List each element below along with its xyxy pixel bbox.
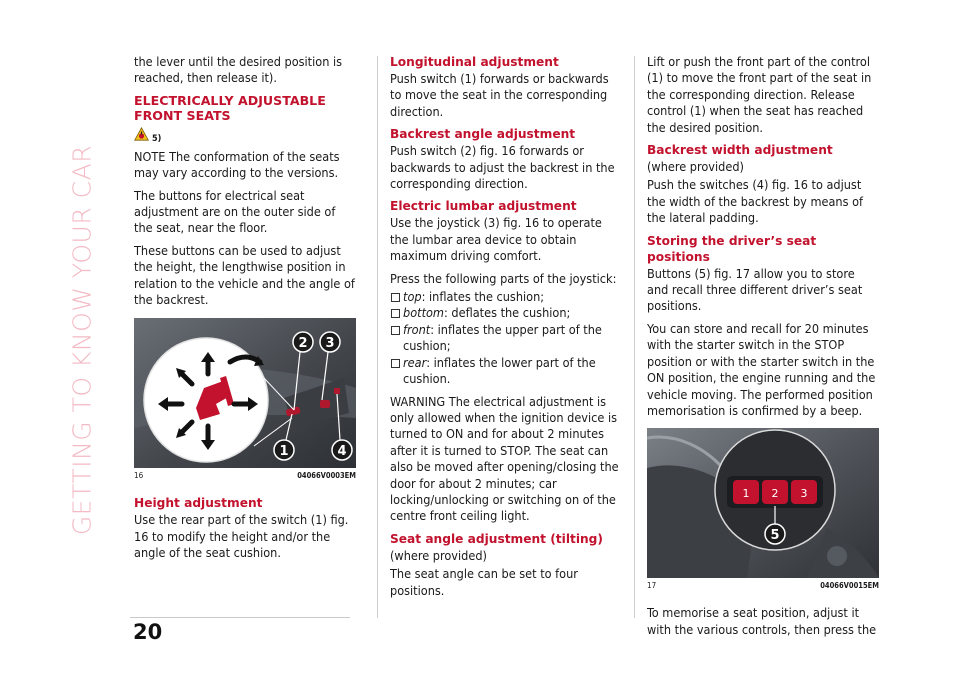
figure-number: 17: [647, 581, 657, 591]
svg-text:3: 3: [325, 336, 335, 352]
backrest-width-text: Push the switches (4) fig. 16 to adjust the width of the backrest by means of the lateral padding.: [647, 177, 863, 226]
svg-text:1: 1: [279, 444, 289, 460]
paragraph: The buttons for electrical seat adjustment are on the outer side of the seat, near the floor.: [134, 187, 336, 236]
figure-code: 04066V0003EM: [297, 471, 356, 481]
intro-text: Lift or push the front part of the control (1) to move the front part of the seat in the corresponding direction. Release control (1) when the seat has reached the desired position.: [647, 54, 872, 135]
chapter-side-title-text: GETTING TO KNOW YOUR CAR: [67, 144, 97, 536]
list-item: bottom: deflates the cushion;: [390, 305, 622, 321]
storing-positions-text: You can store and recall for 20 minutes with the starter switch in the STOP position or with the starter switch in the ON position, the engine running and the vehicle moving. The performed position memorisation is confirmed by a beep.: [647, 320, 876, 418]
storing-positions-heading: Storing the driver’s seat positions: [647, 233, 817, 264]
backrest-width-note: (where provided): [647, 159, 744, 175]
lumbar-adjustment-text: Use the joystick (3) fig. 16 to operate the lumbar area device to obtain maximum driving comfort.: [390, 215, 602, 264]
column-divider: [634, 56, 635, 618]
height-adjustment-heading: Height adjustment: [134, 496, 263, 511]
backrest-angle-heading: Backrest angle adjustment: [390, 127, 576, 142]
backrest-width-heading: Backrest width adjustment: [647, 143, 833, 158]
figure-16-seat-switch-photo: [134, 318, 356, 468]
height-adjustment-text: Use the rear part of the switch (1) fig. 16 to modify the height and/or the angle of the seat cushion.: [134, 512, 349, 561]
memory-button-2: [762, 480, 788, 504]
page-number: 20: [133, 620, 163, 644]
memorise-position-text: To memorise a seat position, adjust it with the various controls, then press the: [647, 605, 877, 637]
intro-text: the lever until the desired position is reached, then release it).: [134, 54, 343, 86]
list-item: rear: inflates the lower part of the cushion.: [390, 355, 622, 388]
paragraph: NOTE The conformation of the seats may vary according to the versions.: [134, 148, 340, 181]
svg-text:3: 3: [800, 487, 808, 501]
svg-text:2: 2: [298, 336, 308, 352]
callout-4: [332, 440, 352, 460]
warning-reference: [134, 127, 356, 143]
figure-number: 16: [134, 471, 144, 481]
figure-code: 04066V0015EM: [820, 581, 879, 591]
svg-text:4: 4: [337, 444, 347, 460]
seat-angle-note: (where provided): [390, 547, 487, 563]
storing-positions-text: Buttons (5) fig. 17 allow you to store and recall three different driver’s seat positions.: [647, 265, 863, 314]
column-1: [134, 54, 356, 568]
joystick-list: [390, 289, 622, 387]
figure-16-caption: [134, 471, 356, 481]
memory-button-3: [791, 480, 817, 504]
warning-text: WARNING The electrical adjustment is only allowed when the ignition device is turned to ON and for about 2 minutes after it is turned to STOP. The seat can also be moved after opening/closing the door for about 2 minutes; car locking/unlocking or switching on of the centre front ceiling light.: [390, 393, 619, 524]
callout-2: [293, 332, 313, 352]
callout-1: [274, 440, 294, 460]
callout-3: [320, 332, 340, 352]
seat-angle-text: The seat angle can be set to four positions.: [390, 566, 578, 598]
warning-triangle-icon: [134, 127, 149, 141]
warning-reference-number: 5): [152, 133, 162, 144]
column-divider: [377, 56, 378, 618]
callout-5: [765, 524, 785, 544]
list-item: top: inflates the cushion;: [390, 289, 622, 305]
section-title: ELECTRICALLY ADJUSTABLE FRONT SEATS: [134, 92, 326, 123]
figure-17-caption: [647, 581, 879, 591]
backrest-angle-text: Push switch (2) fig. 16 forwards or backwards to adjust the backrest in the corresponding direction.: [390, 143, 615, 192]
svg-text:5: 5: [770, 528, 780, 544]
column-3: [647, 54, 879, 644]
footer-rule: [130, 617, 350, 618]
svg-text:1: 1: [742, 487, 750, 501]
seat-angle-heading: Seat angle adjustment (tilting): [390, 531, 603, 546]
longitudinal-adjustment-heading: Longitudinal adjustment: [390, 55, 559, 69]
joystick-intro: Press the following parts of the joystick:: [390, 270, 617, 286]
figure-17-memory-buttons-photo: [647, 428, 879, 578]
memory-button-1: [733, 480, 759, 504]
list-item: front: inflates the upper part of the cushion;: [390, 322, 622, 355]
svg-text:2: 2: [771, 487, 779, 501]
lumbar-adjustment-heading: Electric lumbar adjustment: [390, 199, 577, 214]
column-2: [390, 54, 622, 605]
paragraph: These buttons can be used to adjust the height, the lengthwise position in relation to the vehicle and the angle of the backrest.: [134, 242, 355, 308]
longitudinal-adjustment-text: Push switch (1) forwards or backwards to move the seat in the corresponding direction.: [390, 71, 609, 119]
